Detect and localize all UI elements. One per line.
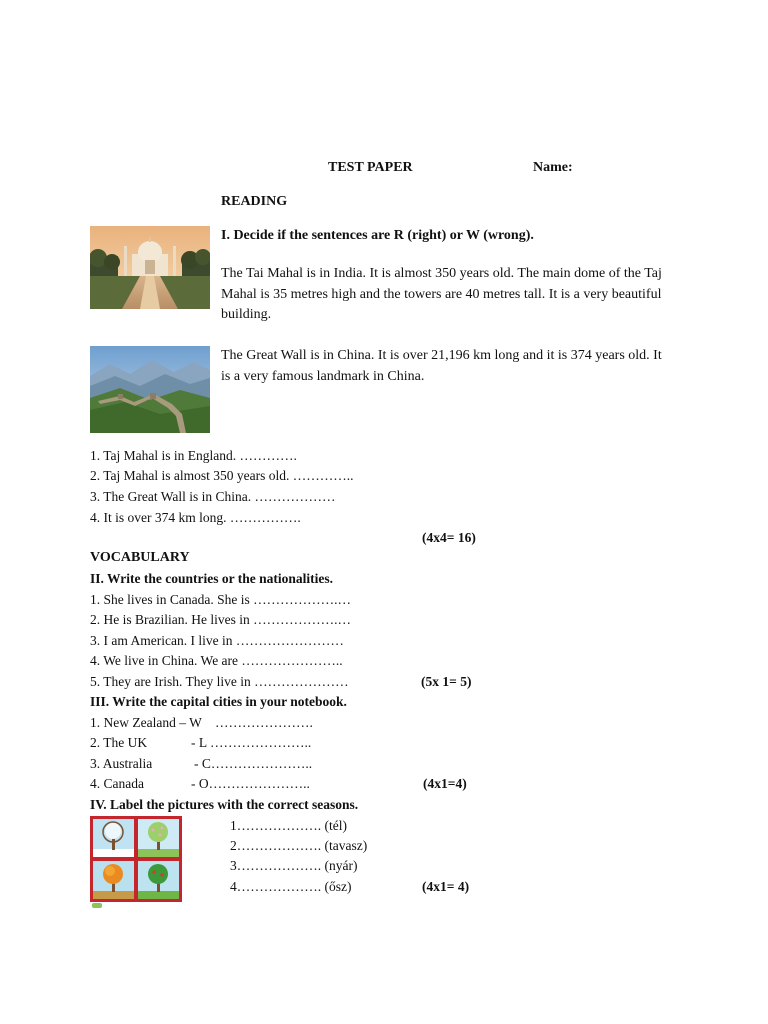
- task2-item-1: 1. She lives in Canada. She is ……………….…: [90, 592, 351, 607]
- task4-item-3: 3………………. (nyár): [230, 858, 358, 873]
- task3-score: (4x1=4): [423, 776, 467, 791]
- task3-blank-4: - O…………………..: [191, 776, 310, 791]
- task1-title: I. Decide if the sentences are R (right) or W (wrong).: [221, 228, 534, 243]
- name-label: Name:: [533, 160, 573, 175]
- task4-title: IV. Label the pictures with the correct seasons.: [90, 797, 359, 812]
- reading-heading: READING: [221, 194, 288, 209]
- great-wall-paragraph: The Great Wall is in China. It is over 21,196 km long and it is 374 years old. It is a very famous landmark in China.: [221, 348, 662, 384]
- vocabulary-heading: VOCABULARY: [90, 550, 190, 565]
- statement-2: 2. Taj Mahal is almost 350 years old. …………..: [90, 468, 354, 483]
- task3-title: III. Write the capital cities in your notebook.: [90, 694, 347, 709]
- reading-score: (4x4= 16): [422, 530, 476, 545]
- winter-tree-picture: [93, 819, 135, 858]
- task3-blank-3: - C…………………..: [194, 756, 313, 771]
- task2-score: (5x 1= 5): [421, 674, 472, 689]
- task3-country-4: 4. Canada: [90, 776, 144, 791]
- taj-mahal-paragraph: The Tai Mahal is in India. It is almost 350 years old. The main dome of the Taj Mahal is 35 metres high and the towers are 40 metres tall. It is a very beautiful building.: [221, 266, 662, 322]
- task3-blank-1: ………………….: [215, 715, 313, 730]
- task2-item-3: 3. I am American. I live in ……………………: [90, 633, 344, 648]
- task2-item-4: 4. We live in China. We are …………………..: [90, 653, 343, 668]
- autumn-tree-picture: [93, 861, 135, 900]
- test-paper-title: TEST PAPER: [328, 160, 413, 175]
- great-wall-image: [90, 346, 210, 433]
- spring-tree-picture: [138, 819, 180, 858]
- task4-item-4: 4………………. (ősz): [230, 879, 352, 894]
- task3-country-1: 1. New Zealand – W: [90, 715, 202, 730]
- task3-country-3: 3. Australia: [90, 756, 153, 771]
- task4-item-2: 2………………. (tavasz): [230, 838, 368, 853]
- seasons-image: [90, 816, 182, 902]
- task3-country-2: 2. The UK: [90, 735, 148, 750]
- task4-item-1: 1………………. (tél): [230, 818, 347, 833]
- task3-blank-2: - L …………………..: [191, 735, 312, 750]
- task4-score: (4x1= 4): [422, 879, 470, 894]
- logo-mark: [92, 903, 102, 908]
- task2-item-2: 2. He is Brazilian. He lives in ……………….…: [90, 612, 351, 627]
- statement-3: 3. The Great Wall is in China. ………………: [90, 489, 336, 504]
- task2-title: II. Write the countries or the nationalities.: [90, 571, 333, 586]
- statement-4: 4. It is over 374 km long. …………….: [90, 510, 301, 525]
- taj-mahal-image: [90, 226, 210, 309]
- task2-item-5: 5. They are Irish. They live in …………………: [90, 674, 349, 689]
- statement-1: 1. Taj Mahal is in England. ………….: [90, 448, 297, 463]
- summer-tree-picture: [138, 861, 180, 900]
